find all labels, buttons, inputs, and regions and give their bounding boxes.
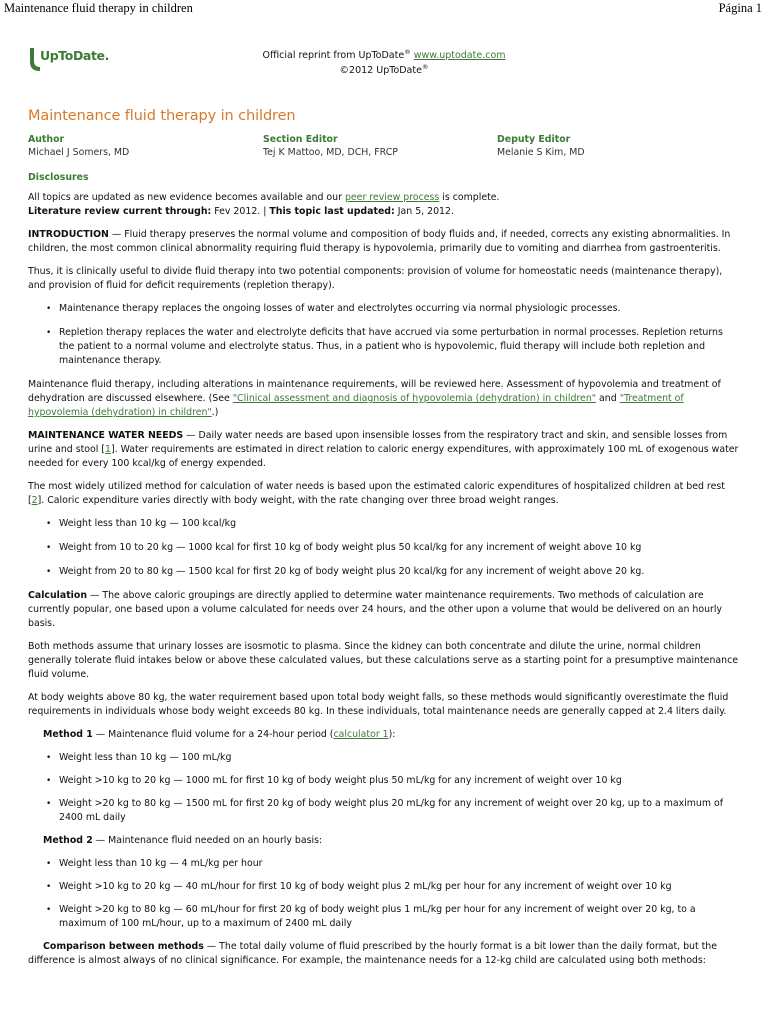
list-item: • Weight less than 10 kg — 100 mL/kg — [46, 752, 232, 763]
credit-author — [28, 133, 129, 159]
credit-name: Michael J Somers, MD — [28, 147, 130, 158]
registered-mark: ® — [404, 47, 411, 56]
reprint-notice — [0, 48, 768, 78]
paragraph-text: — The total daily volume of fluid prescribed by the hourly format is a bit lower than the daily format, but the difference is almost always of no clinical significance. For example, the maintenance needs for a 12-kg child are calculated using both methods: — [28, 941, 718, 966]
list-item-text: Weight less than 10 kg — 100 mL/kg — [59, 752, 232, 763]
topic-updated-label: This topic last updated: — [269, 206, 395, 217]
uptodate-url-link[interactable]: www.uptodate.com — [413, 50, 506, 61]
list-item-text: Weight less than 10 kg — 4 mL/kg per hour — [59, 858, 263, 869]
caloric-range-list — [46, 517, 740, 579]
disclosures-link[interactable]: Disclosures — [28, 172, 89, 183]
paragraph-text: ): — [388, 729, 396, 740]
therapy-list — [46, 302, 740, 368]
credit-heading: Author — [28, 134, 65, 145]
paragraph-text: — Fluid therapy preserves the normal volume and composition of body fluids and, if needed, corrects any existing abnormalities. In children, the most common clinical abnormality requiring fluid therapy is hypovolemia, primarily due to vomiting and diarrhea from gastroenteritis. — [28, 229, 731, 254]
peer-review-link[interactable]: peer review process — [344, 192, 440, 203]
paragraph-text: and — [596, 393, 620, 404]
paragraph-text: — Daily water needs are based upon insensible losses from the respiratory tract and skin, and sensible losses from urine and stool [ — [28, 430, 728, 455]
hypovolemia-treatment-link[interactable]: "Treatment of hypovolemia (dehydration) in children" — [28, 393, 684, 418]
paragraph-text: — The above caloric groupings are directly applied to determine water maintenance requirements. Two methods of calculation are currently popular, one based upon a volume calculated for needs over 24 hours, and the other upon a volume that would be delivered on an hourly basis. — [28, 590, 723, 629]
list-item-text: Maintenance therapy replaces the ongoing losses of water and electrolytes occurring via normal physiologic processes. — [59, 303, 621, 314]
update-text: is complete. — [439, 192, 500, 203]
article — [28, 108, 740, 968]
print-header — [0, 0, 768, 18]
section-label: INTRODUCTION — [28, 229, 109, 240]
list-item-text: Weight >10 kg to 20 kg — 40 mL/hour for first 10 kg of body weight plus 2 mL/kg per hour for any increment of weight over 10 kg — [59, 881, 672, 892]
credit-heading: Section Editor — [263, 134, 338, 145]
method-1-heading — [43, 728, 740, 742]
credit-heading: Deputy Editor — [497, 134, 571, 145]
list-item: • Maintenance therapy replaces the ongoing losses of water and electrolytes occurring via normal physiologic processes. — [46, 303, 621, 314]
list-item: • Weight >10 kg to 20 kg — 1000 mL for first 10 kg of body weight plus 50 mL/kg for any increment of weight over 10 kg — [46, 775, 622, 786]
credit-section-editor — [263, 133, 398, 159]
subsection-label: Comparison between methods — [43, 941, 204, 952]
list-item: • Weight >20 kg to 80 kg — 1500 mL for first 20 kg of body weight plus 20 mL/kg for any increment of weight over 20 kg, up to a maximum of 2400 mL daily — [46, 798, 723, 823]
article-title: Maintenance fluid therapy in children — [28, 108, 296, 124]
reference-link[interactable]: 1 — [104, 444, 111, 455]
print-header-title: Maintenance fluid therapy in children — [4, 1, 193, 15]
calculator-1-link[interactable]: calculator 1 — [333, 729, 389, 740]
section-label: MAINTENANCE WATER NEEDS — [28, 430, 184, 441]
credit-name: Melanie S Kim, MD — [497, 147, 585, 158]
list-item-text: Weight >20 kg to 80 kg — 60 mL/hour for first 20 kg of body weight plus 1 mL/kg per hour for any increment of weight over 20 kg, to a maximum of 100 mL/hour, up to a maximum of 2400 mL daily — [59, 904, 696, 929]
paragraph-text: Maintenance fluid therapy, including alterations in maintenance requirements, will be reviewed here. Assessment of hypovolemia and treatment of dehydration are discussed elsewhere. (See — [28, 379, 721, 404]
list-item: • Repletion therapy replaces the water and electrolyte deficits that have accrued via some perturbation in normal processes. Repletion returns the patient to a normal volume and electrolyte status. Thus, in a patient who is hypovolemic, fluid therapy will include both repletion and maintenance therapy. — [46, 327, 723, 366]
article-credits — [28, 133, 740, 165]
method-label: Method 1 — [43, 729, 93, 740]
calculation-paragraph — [28, 589, 740, 631]
paragraph-text: — Maintenance fluid volume for a 24-hour period ( — [92, 729, 334, 740]
list-item: • Weight less than 10 kg — 4 mL/kg per hour — [46, 858, 263, 869]
paragraph: Thus, it is clinically useful to divide fluid therapy into two potential components: provision of volume for homeostatic needs (maintenance therapy), and provision of fluid for deficit requirements (repletion therapy). — [28, 266, 723, 291]
paragraph-text: ]. Water requirements are estimated in direct relation to caloric energy expenditures, with approximately 100 mL of exogenous water needed for every 100 kcal/kg of energy expended. — [28, 444, 739, 469]
reprint-prefix: Official reprint from UpToDate — [262, 50, 405, 61]
print-header-page-number: Página 1 — [718, 1, 762, 15]
list-item-text: Weight >10 kg to 20 kg — 1000 mL for first 10 kg of body weight plus 50 mL/kg for any increment of weight over 10 kg — [59, 775, 622, 786]
topic-updated-date: Jan 5, 2012. — [394, 206, 454, 217]
method-2-heading — [43, 834, 740, 848]
literature-review-label: Literature review current through: — [28, 206, 212, 217]
method-label: Method 2 — [43, 835, 93, 846]
water-needs-paragraph — [28, 429, 740, 471]
list-item-text: Weight from 10 to 20 kg — 1000 kcal for first 10 kg of body weight plus 50 kcal/kg for any increment of weight above 10 kg — [59, 542, 642, 553]
subsection-label: Calculation — [28, 590, 88, 601]
paragraph-text: — Maintenance fluid needed on an hourly basis: — [92, 835, 323, 846]
registered-mark: ® — [421, 62, 429, 71]
update-notice — [28, 191, 740, 219]
list-item: • Weight from 10 to 20 kg — 1000 kcal for first 10 kg of body weight plus 50 kcal/kg for any increment of weight above 10 kg — [46, 542, 642, 553]
copyright-text: ©2012 UpToDate — [339, 65, 422, 76]
logo-wordmark: UpToDate. — [40, 48, 109, 63]
paragraph: At body weights above 80 kg, the water requirement based upon total body weight falls, so these methods would significantly overestimate the fluid requirements in individuals whose body weight exceeds 80 kg. In these individuals, total maintenance needs are generally capped at 2.4 liters daily. — [28, 692, 729, 717]
literature-review-date: Fev 2012. | — [211, 206, 270, 217]
method-2-list — [46, 857, 740, 931]
introduction-paragraph — [28, 228, 740, 256]
paragraph-text: The most widely utilized method for calculation of water needs is based upon the estimated caloric expenditures of hospitalized children at bed rest [ — [28, 481, 725, 506]
update-text: All topics are updated as new evidence becomes available and our — [28, 192, 345, 203]
paragraph: Both methods assume that urinary losses are isosmotic to plasma. Since the kidney can both concentrate and dilute the urine, normal children generally tolerate fluid intakes below or above these calculated values, but these calculations serve as a starting point for a presumptive maintenance fluid volume. — [28, 641, 738, 680]
list-item-text: Weight >20 kg to 80 kg — 1500 mL for first 20 kg of body weight plus 20 mL/kg for any increment of weight over 20 kg, up to a maximum of 2400 mL daily — [59, 798, 723, 823]
list-item-text: Weight less than 10 kg — 100 kcal/kg — [59, 518, 237, 529]
list-item-text: Weight from 20 to 80 kg — 1500 kcal for first 20 kg of body weight plus 20 kcal/kg for any increment of weight above 20 kg. — [59, 566, 645, 577]
list-item: • Weight >10 kg to 20 kg — 40 mL/hour for first 10 kg of body weight plus 2 mL/kg per hour for any increment of weight over 10 kg — [46, 881, 672, 892]
list-item: • Weight less than 10 kg — 100 kcal/kg — [46, 518, 237, 529]
comparison-paragraph — [28, 940, 740, 968]
list-item: • Weight >20 kg to 80 kg — 60 mL/hour for first 20 kg of body weight plus 1 mL/kg per hour for any increment of weight over 20 kg, to a maximum of 100 mL/hour, up to a maximum of 2400 mL daily — [46, 904, 696, 929]
credit-name: Tej K Mattoo, MD, DCH, FRCP — [263, 147, 398, 158]
paragraph-text: ]. Caloric expenditure varies directly with body weight, with the rate changing over three broad weight ranges. — [37, 495, 559, 506]
method-1-list — [46, 751, 740, 825]
review-paragraph — [28, 378, 740, 420]
paragraph-text: .) — [211, 407, 219, 418]
list-item-text: Repletion therapy replaces the water and electrolyte deficits that have accrued via some perturbation in normal processes. Repletion returns the patient to a normal volume and electrolyte status. Thus, in a patient who is hypovolemic, fluid therapy will include both repletion and maintenance therapy. — [59, 327, 723, 366]
list-item: • Weight from 20 to 80 kg — 1500 kcal for first 20 kg of body weight plus 20 kcal/kg for any increment of weight above 20 kg. — [46, 566, 645, 577]
credit-deputy-editor — [497, 133, 585, 159]
reference-link[interactable]: 2 — [31, 495, 38, 506]
hypovolemia-assessment-link[interactable]: "Clinical assessment and diagnosis of hypovolemia (dehydration) in children" — [232, 393, 597, 404]
calculation-method-paragraph — [28, 480, 740, 508]
